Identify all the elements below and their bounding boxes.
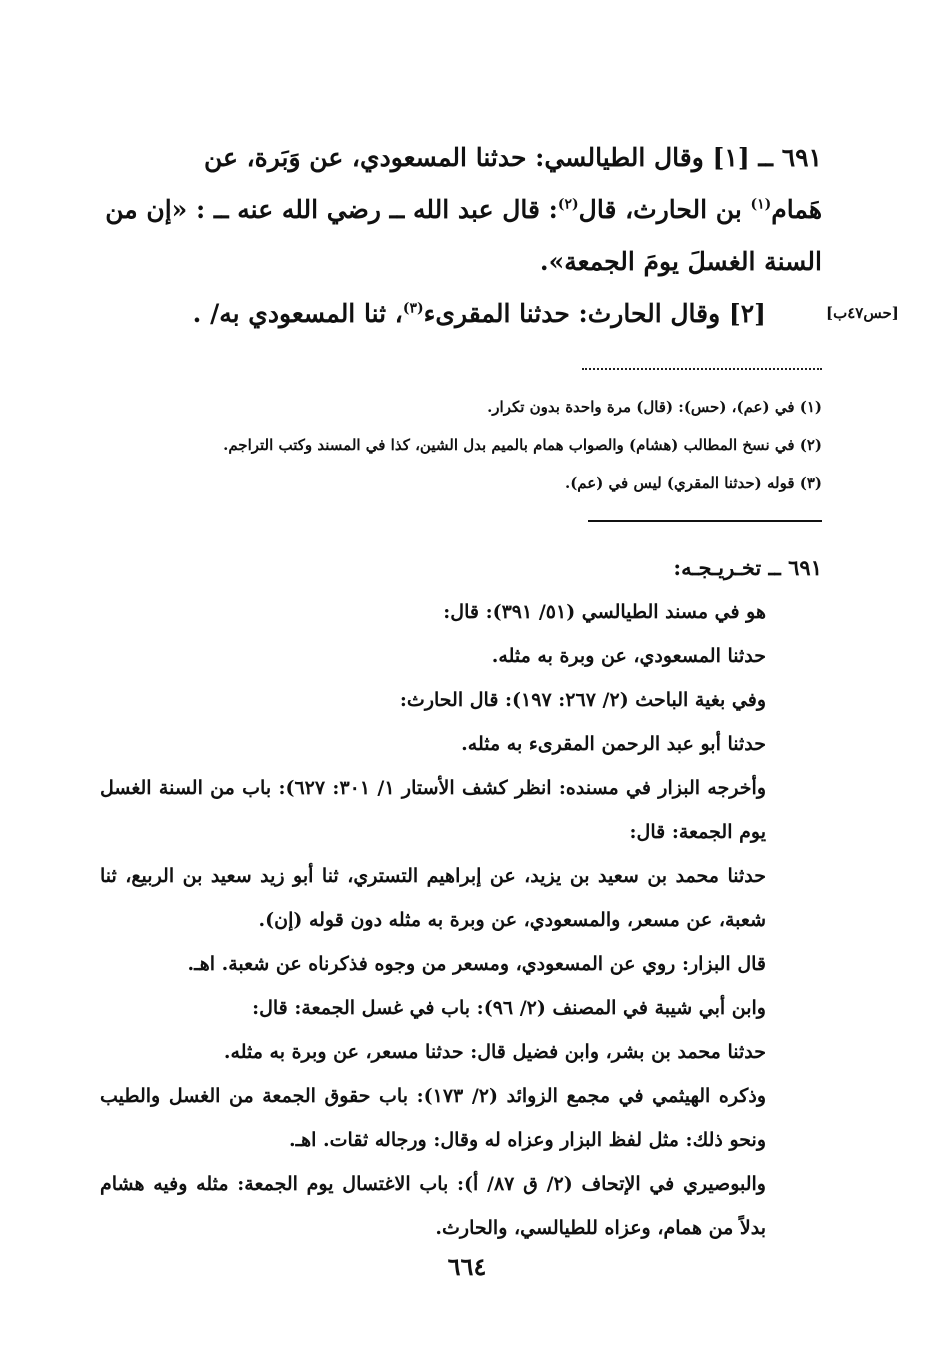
- footnote-ref-3: (٣): [402, 300, 424, 317]
- hadith-line-4: [100, 288, 822, 340]
- hadith-line-2: [100, 184, 822, 236]
- takhrij-line-5: وأخرجه البزار في مسنده: انظر كشف الأستار ١/ ٣٠١: ٦٢٧): باب من السنة الغسل يوم الجمعة: قال:: [100, 777, 766, 843]
- hadith-line-2-part-c: : قال عبد الله ــ رضي الله عنه ــ : «إن من: [105, 195, 558, 224]
- footnote-ref-2: (٢): [557, 196, 579, 213]
- footnote-3: (٣) قوله (حدثنا المقري) ليس في (عم).: [564, 474, 822, 492]
- hadith-text: [100, 132, 822, 340]
- takhrij-line-3: وفي بغية الباحث (٢/ ٢٦٧: ١٩٧): قال الحارث:: [399, 689, 766, 711]
- takhrij-line-11: والبوصيري في الإتحاف (٢/ ق ٨٧/ أ): باب الاغتسال يوم الجمعة: مثله وفيه هشام بدلاً من همام، وعزاه للطيالسي، والحارث.: [100, 1173, 766, 1239]
- hadith-line-4-part-b: ، ثنا المسعودي به/ .: [192, 299, 403, 328]
- takhrij-line-7: قال البزار: روي عن المسعودي، ومسعر من وجوه فذكرناه عن شعبة. اهـ.: [187, 953, 766, 975]
- footnote-2: (٢) في نسخ المطالب (هشام) والصواب همام بالميم بدل الشين، كذا في المسند وكتب التراجم.: [223, 436, 822, 454]
- takhrij-line-2: حدثنا المسعودي، عن وبرة به مثله.: [491, 645, 766, 667]
- footnote-ref-1: (١): [750, 196, 772, 213]
- takhrij-section: [100, 546, 822, 1250]
- hadith-line-4-part-a: [٢] وقال الحارث: حدثنا المقرىء: [423, 299, 766, 328]
- hadith-line-1: ٦٩١ ــ [١] وقال الطيالسي: حدثنا المسعودي، عن وَبَرة، عن: [203, 143, 822, 172]
- hadith-line-3: السنة الغسلَ يومَ الجمعة».: [539, 247, 822, 276]
- section-divider: [588, 520, 822, 522]
- footnote-separator: [582, 368, 822, 370]
- hadith-line-2-part-b: بن الحارث، قال: [578, 195, 751, 224]
- hadith-line-2-part-a: هَمام: [771, 195, 822, 224]
- footnotes: [100, 388, 822, 502]
- takhrij-line-1: هو في مسند الطيالسي (٥١/ ٣٩١): قال:: [443, 601, 766, 623]
- takhrij-line-6: حدثنا محمد بن سعيد بن يزيد، عن إبراهيم التستري، ثنا أبو زيد سعيد بن الربيع، ثنا شعبة، عن مسعر، والمسعودي، عن وبرة به مثله دون قوله (إن).: [100, 865, 766, 931]
- footnote-1: (١) في (عم)، (حس): (قال) مرة واحدة بدون تكرار.: [487, 398, 822, 416]
- takhrij-line-10: وذكره الهيثمي في مجمع الزوائد (٢/ ١٧٣): باب حقوق الجمعة من الغسل والطيب ونحو ذلك: مثل لفظ البزار وعزاه له وقال: ورجاله ثقات. اهـ.: [100, 1085, 766, 1151]
- takhrij-line-8: وابن أبي شيبة في المصنف (٢/ ٩٦): باب في غسل الجمعة: قال:: [252, 997, 766, 1019]
- takhrij-line-4: حدثنا أبو عبد الرحمن المقرىء به مثله.: [461, 733, 766, 755]
- takhrij-heading: ٦٩١ ــ تخـريـجـه:: [673, 555, 822, 580]
- manuscript-margin-note: [حس٤٧ب]: [826, 304, 899, 322]
- page-number: ٦٦٤: [447, 1252, 487, 1281]
- takhrij-line-9: حدثنا محمد بن بشر، وابن فضيل قال: حدثنا مسعر، عن وبرة به مثله.: [223, 1041, 766, 1063]
